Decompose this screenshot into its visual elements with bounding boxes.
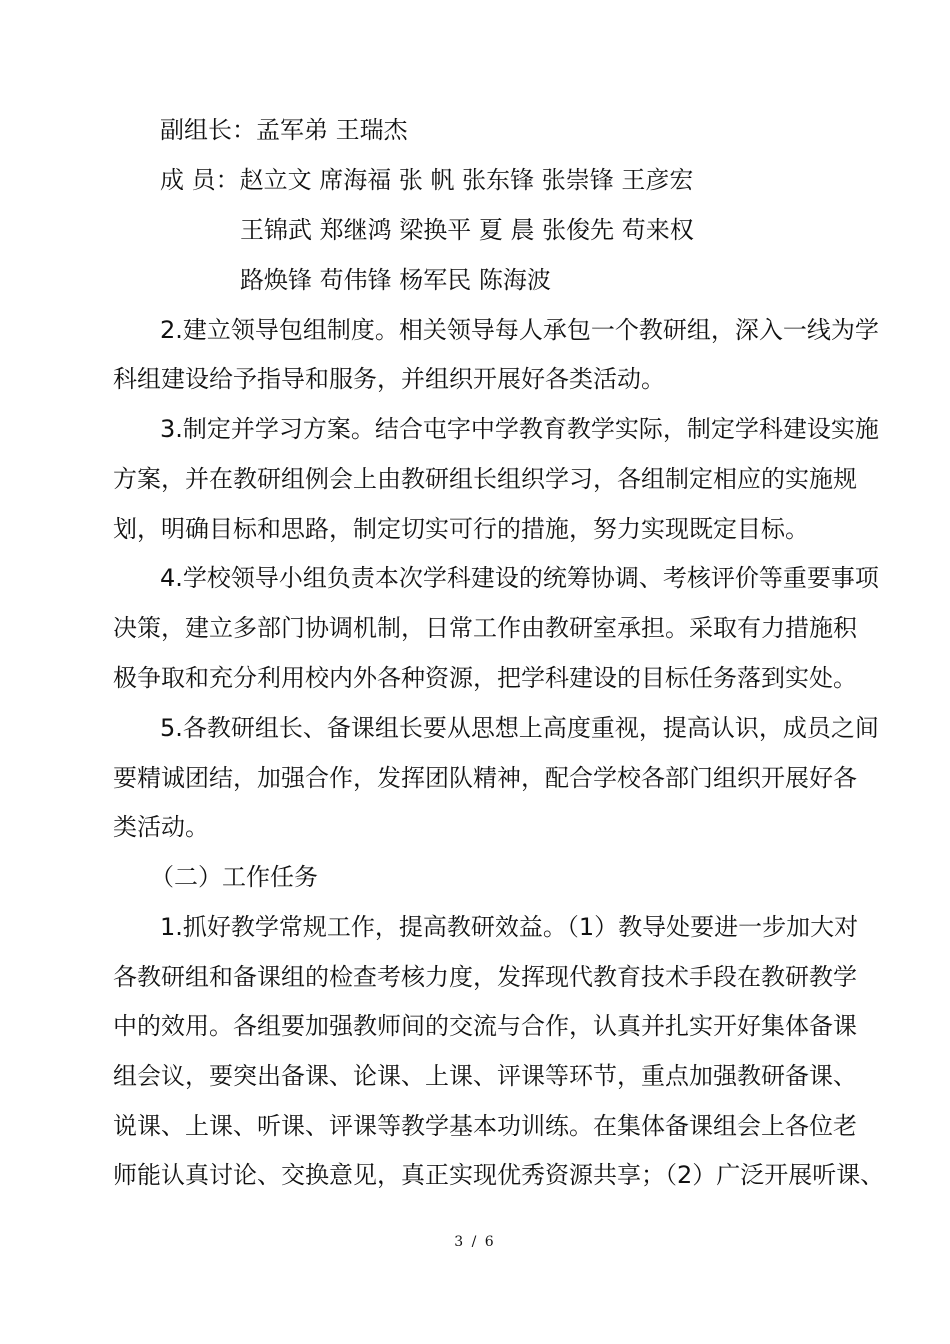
text-line: 说课、上课、听课、评课等教学基本功训练。在集体备课组会上各位老: [113, 1112, 857, 1140]
text-line: 副组长：孟军弟 王瑞杰: [160, 116, 408, 144]
text-line: 中的效用。各组要加强教师间的交流与合作，认真并扎实开好集体备课: [113, 1012, 857, 1040]
text-line: 2.建立领导包组制度。相关领导每人承包一个教研组，深入一线为学: [160, 316, 879, 344]
text-line: 王锦武 郑继鸿 梁换平 夏 晨 张俊先 苟来权: [240, 216, 694, 244]
text-line: 成 员：赵立文 席海福 张 帆 张东锋 张崇锋 王彦宏: [160, 166, 694, 194]
text-line: 决策，建立多部门协调机制，日常工作由教研室承担。采取有力措施积: [113, 614, 857, 642]
section-heading: （二）工作任务: [150, 863, 318, 891]
text-line: 1.抓好教学常规工作，提高教研效益。（1）教导处要进一步加大对: [160, 913, 859, 941]
text-line: 划，明确目标和思路，制定切实可行的措施，努力实现既定目标。: [113, 515, 809, 543]
text-line: 路焕锋 苟伟锋 杨军民 陈海波: [240, 266, 551, 294]
text-line: 科组建设给予指导和服务，并组织开展好各类活动。: [113, 365, 665, 393]
text-line: 类活动。: [113, 813, 209, 841]
text-line: 5.各教研组长、备课组长要从思想上高度重视，提高认识，成员之间: [160, 714, 879, 742]
text-line: 要精诚团结，加强合作，发挥团队精神，配合学校各部门组织开展好各: [113, 764, 857, 792]
text-line: 组会议，要突出备课、论课、上课、评课等环节，重点加强教研备课、: [113, 1062, 857, 1090]
text-line: 极争取和充分利用校内外各种资源，把学科建设的目标任务落到实处。: [113, 664, 857, 692]
text-line: 3.制定并学习方案。结合屯字中学教育教学实际，制定学科建设实施: [160, 415, 879, 443]
text-line: 师能认真讨论、交换意见，真正实现优秀资源共享；（2）广泛开展听课、: [113, 1161, 885, 1189]
text-line: 方案，并在教研组例会上由教研组长组织学习，各组制定相应的实施规: [113, 465, 857, 493]
text-line: 各教研组和备课组的检查考核力度，发挥现代教育技术手段在教研教学: [113, 963, 857, 991]
text-line: 4.学校领导小组负责本次学科建设的统筹协调、考核评价等重要事项: [160, 564, 879, 592]
page-number: 3 / 6: [454, 1234, 496, 1250]
